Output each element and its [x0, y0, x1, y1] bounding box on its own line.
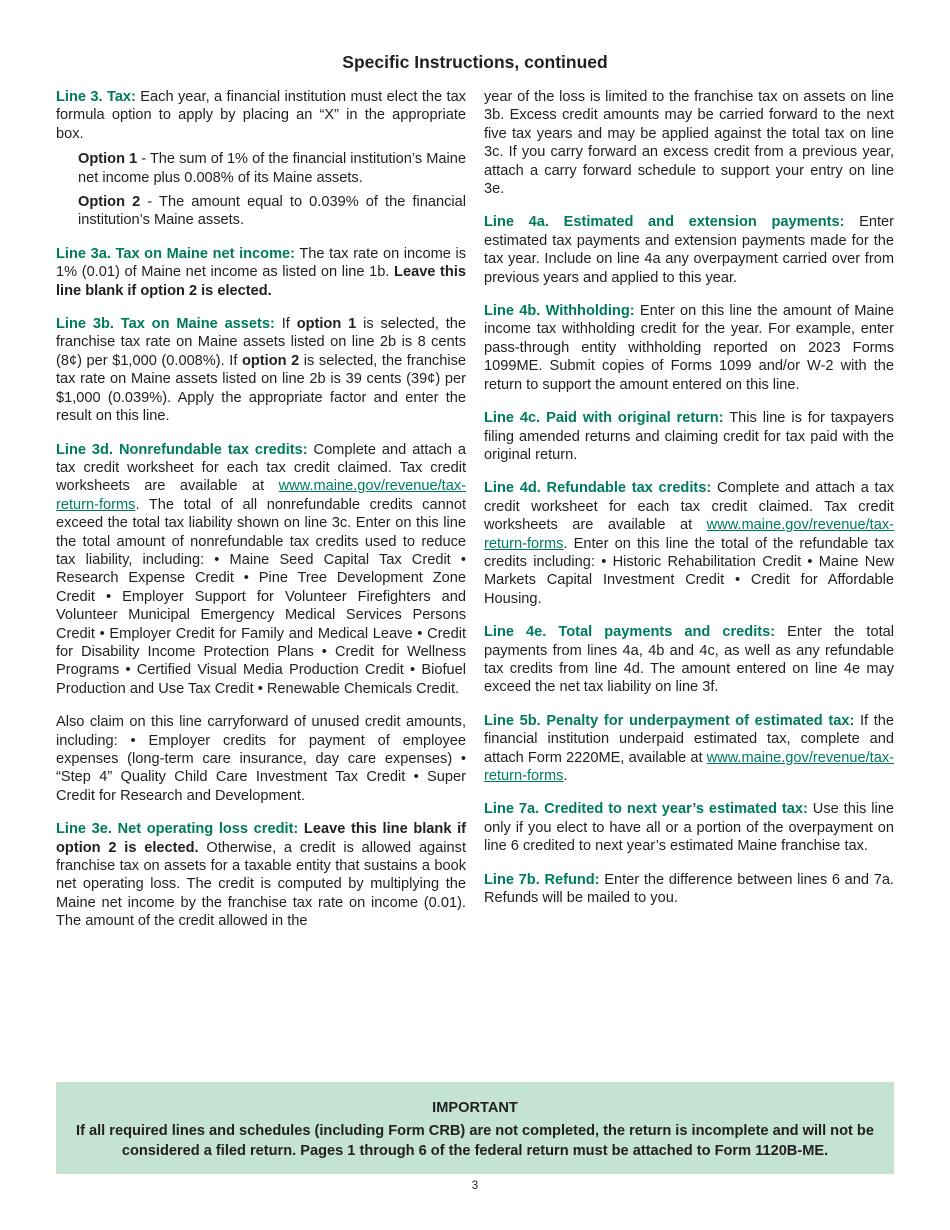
- important-title: IMPORTANT: [432, 1100, 518, 1116]
- paragraph-line-4e: [484, 623, 894, 697]
- paragraph-line-4d: [484, 479, 894, 608]
- heading-line-3b: Line 3b. Tax on Maine assets:: [56, 316, 275, 333]
- paragraph-option-1: [78, 150, 466, 187]
- paragraph-line-4c: [484, 409, 894, 464]
- important-notice-box: [56, 1082, 894, 1174]
- option-1-label: Option 1: [78, 151, 138, 168]
- page-title: Specific Instructions, continued: [342, 52, 608, 72]
- paragraph-line-7a: [484, 800, 894, 855]
- text-line-3d-1: Complete and attach a tax credit worksheet for each tax credit claimed. Tax credit worksheets are available at: [56, 441, 466, 495]
- bold-line-3a: Leave this line blank if option 2 is elected.: [56, 264, 466, 299]
- important-body: If all required lines and schedules (including Form CRB) are not completed, the return is incomplete and will not be considered a filed return. Pages 1 through 6 of the federal return must be attached to Form 1120B-ME.: [76, 1123, 874, 1159]
- paragraph-line-3b: [56, 315, 466, 425]
- paragraph-line-3a: [56, 245, 466, 300]
- text-line-4d-2: . Enter on this line the total of the refundable tax credits including: • Historic Rehabilitation Credit • Maine New Markets Capital Investment Credit • Credit for Affordable Housing.: [484, 535, 894, 607]
- text-line-4b: Enter on this line the amount of Maine income tax withholding credit for the year. For example, enter pass-through entity withholding reported on 2023 Forms 1099ME. Submit copies of Forms 1099 and/or W-2 with the return to support the amount entered on this line.: [484, 303, 894, 393]
- tax-forms-link[interactable]: www.maine.gov/revenue/tax-return-forms: [484, 749, 894, 784]
- heading-line-7a: Line 7a. Credited to next year’s estimated tax:: [484, 801, 808, 818]
- paragraph-option-2: [78, 193, 466, 230]
- text-line-7a: Use this line only if you elect to have all or a portion of the overpayment on line 6 credited to next year’s estimated Maine franchise tax.: [484, 801, 894, 855]
- paragraph-line-3e-continued: year of the loss is limited to the franchise tax on assets on line 3b. Excess credit amounts may be carried forward to the next five tax years and may be applied against the total tax on line 3c. If you carry forward an excess credit from a previous year, attach a carry forward schedule to support your entry on line 3e.: [484, 89, 894, 198]
- heading-line-3d: Line 3d. Nonrefundable tax credits:: [56, 441, 308, 458]
- heading-line-4e: Line 4e. Total payments and credits:: [484, 624, 776, 641]
- option-1-text: - The sum of 1% of the financial institution’s Maine net income plus 0.008% of its Maine assets.: [78, 151, 466, 186]
- paragraph-line-3e: [56, 820, 466, 930]
- text-line-4e: Enter the total payments from lines 4a, 4b and 4c, as well as any refundable tax credits from line 4d. The amount entered on line 4e may exceed the net tax liability on line 3f.: [484, 624, 894, 696]
- heading-line-3e: Line 3e. Net operating loss credit:: [56, 821, 299, 838]
- tax-forms-link[interactable]: www.maine.gov/revenue/tax-return-forms: [484, 517, 894, 552]
- option-2-text: - The amount equal to 0.039% of the financial institution’s Maine assets.: [78, 194, 466, 229]
- text-line-7b: Enter the difference between lines 6 and 7a. Refunds will be mailed to you.: [484, 871, 894, 907]
- text-line-3e: Otherwise, a credit is allowed against franchise tax on assets for a taxable entity that sustains a book net operating loss. The credit is computed by multiplying the Maine net income by the franchise tax rate on income (0.01). The amount of the credit allowed in the: [56, 839, 466, 930]
- paragraph-line-7b: [484, 871, 894, 908]
- text-line-3b-1: If: [274, 316, 297, 333]
- bold-option-2: option 2: [241, 352, 300, 369]
- heading-line-4a: Line 4a. Estimated and extension payments:: [484, 214, 845, 231]
- paragraph-line-4a: [484, 213, 894, 287]
- heading-line-3: Line 3. Tax:: [56, 89, 136, 105]
- right-column: [484, 88, 894, 922]
- paragraph-line-3d: [56, 441, 466, 699]
- paragraph-line-5b: [484, 712, 894, 786]
- text-line-4a: Enter estimated tax payments and extension payments made for the tax year. Include on line 4a any overpayment carried over from previous years and applied to this year.: [484, 214, 895, 286]
- text-line-4c: This line is for taxpayers filing amended returns and claiming credit for tax paid with the original return.: [484, 410, 894, 463]
- text-line-3a: The tax rate on income is 1% (0.01) of Maine net income as listed on line 1b.: [56, 245, 466, 281]
- text-line-4d-1: Complete and attach a tax credit worksheet for each tax credit claimed. Tax credit worksheets are available at: [484, 480, 895, 534]
- bold-line-3e: Leave this line blank if option 2 is elected.: [56, 821, 466, 856]
- page-number: 3: [471, 1180, 479, 1192]
- heading-line-3a: Line 3a. Tax on Maine net income:: [56, 245, 296, 262]
- text-line-5b-2: .: [563, 768, 568, 784]
- text-line-3b-2: is selected, the franchise tax rate on Maine assets listed on line 2b is 8 cents (8¢) per $1,000 (0.008%). If: [56, 316, 467, 369]
- option-2-label: Option 2: [78, 194, 141, 211]
- paragraph-line-3: [56, 88, 466, 143]
- bold-option-1: option 1: [296, 316, 357, 333]
- paragraph-line-4b: [484, 302, 894, 394]
- heading-line-4b: Line 4b. Withholding:: [484, 303, 635, 320]
- heading-line-4c: Line 4c. Paid with original return:: [484, 410, 724, 427]
- paragraph-also-claim: Also claim on this line carryforward of unused credit amounts, including: • Employer credits for payment of employee expenses (long-term care insurance, day care expenses) • “Step 4” Quality Child Care Investment Tax Credit • Super Credit for Research and Development.: [56, 714, 466, 804]
- text-line-5b-1: If the financial institution underpaid estimated tax, complete and attach Form 2220ME, available at: [484, 712, 894, 766]
- heading-line-5b: Line 5b. Penalty for underpayment of estimated tax:: [484, 712, 855, 729]
- tax-forms-link[interactable]: www.maine.gov/revenue/tax-return-forms: [56, 478, 466, 513]
- text-line-3: Each year, a financial institution must elect the tax formula option to apply by placing an “X” in the appropriate box.: [56, 89, 466, 142]
- heading-line-4d: Line 4d. Refundable tax credits:: [484, 480, 712, 497]
- text-line-3d-2: . The total of all nonrefundable credits cannot exceed the total tax liability shown on line 3c. Enter on this line the total amount of nonrefundable tax credits used to reduce tax liability, including: • Maine Seed Capital Tax Credit • Research Expense Credit • Pine Tree Development Zone Credit • Employer Support for Volunteer Firefighters and Volunteer Municipal Emergency Medical Services Persons Credit • Employer Credit for Family and Medical Leave • Credit for Disability Income Protection Plans • Credit for Wellness Programs • Certified Visual Media Production Credit • Biofuel Production and Use Tax Credit • Renewable Chemicals Credit.: [56, 496, 466, 697]
- heading-line-7b: Line 7b. Refund:: [484, 871, 600, 888]
- left-column: [56, 88, 466, 946]
- text-line-3b-3: is selected, the franchise tax rate on Maine assets listed on line 2b is 39 cents (39¢) per $1,000 (0.039%). Apply the appropriate factor and enter the result on this line.: [56, 352, 466, 425]
